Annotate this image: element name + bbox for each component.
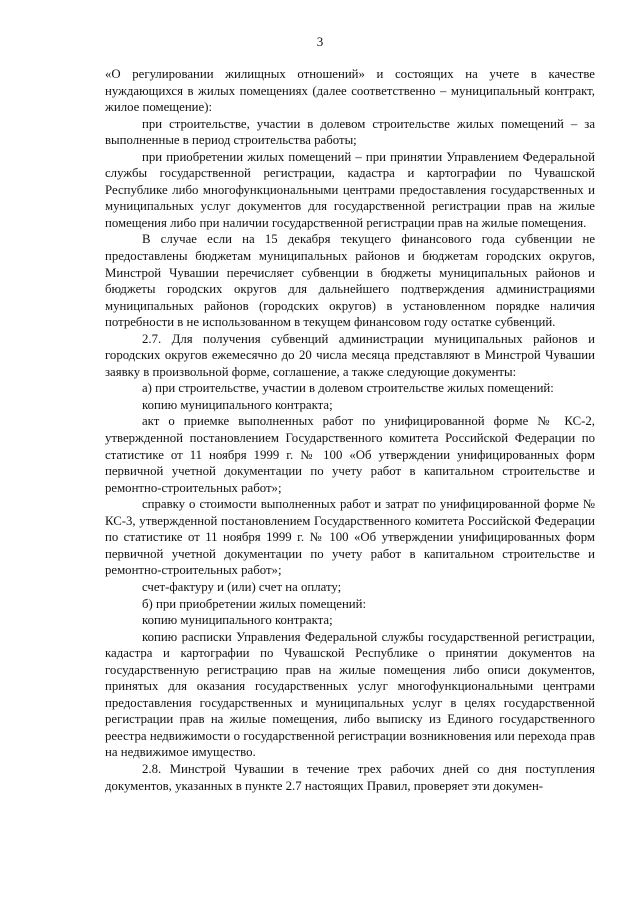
paragraph: справку о стоимости выполненных работ и затрат по унифицированной форме № КС-3, утвержденной постановлением Государственного комитета Российской Федерации по статистике от 11 ноября 1999 г. № 100 «Об утверждении унифицированных форм первичной учетной документации по учету работ в капитальном строительстве и ремонтно-строительных работ»; <box>105 497 595 578</box>
paragraph: копию муниципального контракта; <box>142 613 333 628</box>
paragraph: б) при приобретении жилых помещений: <box>142 596 367 611</box>
paragraph: при строительстве, участии в долевом строительстве жилых помещений – за выполненные в период строительства работы; <box>105 116 595 148</box>
page-number: 3 <box>316 34 324 49</box>
paragraph: 2.7. Для получения субвенций администрации муниципальных районов и городских округов ежемесячно до 20 числа месяца представляют в Минстрой Чувашии заявку в произвольной форме, соглашение, а также следующие документы: <box>105 331 595 379</box>
paragraph: счет-фактуру и (или) счет на оплату; <box>142 579 342 594</box>
paragraph: копию расписки Управления Федеральной службы государственной регистрации, кадастра и картографии по Чувашской Республике о принятии документов на государственную регистрацию прав на жилые помещения либо описи документов, принятых для оказания государственных услуг многофункциональными центрами предоставления государственных и муниципальных услуг в целях государственной регистрации прав на жилые помещения, либо выписку из Единого государственного реестра недвижимости о государственной регистрации возникновения или перехода прав на недвижимое имущество. <box>105 629 595 760</box>
paragraph: при приобретении жилых помещений – при принятии Управлением Федеральной службы государственной регистрации, кадастра и картографии по Чувашской Республике либо многофункциональными центрами предоставления государственных и муниципальных услуг документов для государственной регистрации прав на жилые помещения либо при наличии государственной регистрации прав на жилые помещения. <box>105 149 595 230</box>
paragraph: В случае если на 15 декабря текущего финансового года субвенции не предоставлены бюджетам муниципальных районов и бюджетам городских округов, Минстрой Чувашии перечисляет субвенции в бюджеты муниципальных районов и бюджеты городских округов для дальнейшего подтверждения администрациями муниципальных районов (городских округов) в установленном порядке наличия потребности в не использованном в текущем финансовом году остатке субвенций. <box>105 232 595 330</box>
paragraph: 2.8. Минстрой Чувашии в течение трех рабочих дней со дня поступления документов, указанных в пункте 2.7 настоящих Правил, проверяет эти докумен- <box>105 761 595 793</box>
paragraph: а) при строительстве, участии в долевом строительстве жилых помещений: <box>142 381 554 396</box>
paragraph: копию муниципального контракта; <box>142 397 333 412</box>
paragraph: акт о приемке выполненных работ по унифицированной форме № КС-2, утвержденной постановлением Государственного комитета Российской Федерации по статистике от 11 ноября 1999 г. № 100 «Об утверждении унифицированных форм первичной учетной документации по учету работ в капитальном строительстве и ремонтно-строительных работ»; <box>105 414 595 495</box>
paragraph: «О регулировании жилищных отношений» и состоящих на учете в качестве нуждающихся в жилых помещениях (далее соответственно – муниципальный контракт, жилое помещение): <box>105 67 595 115</box>
document-body <box>105 66 595 794</box>
